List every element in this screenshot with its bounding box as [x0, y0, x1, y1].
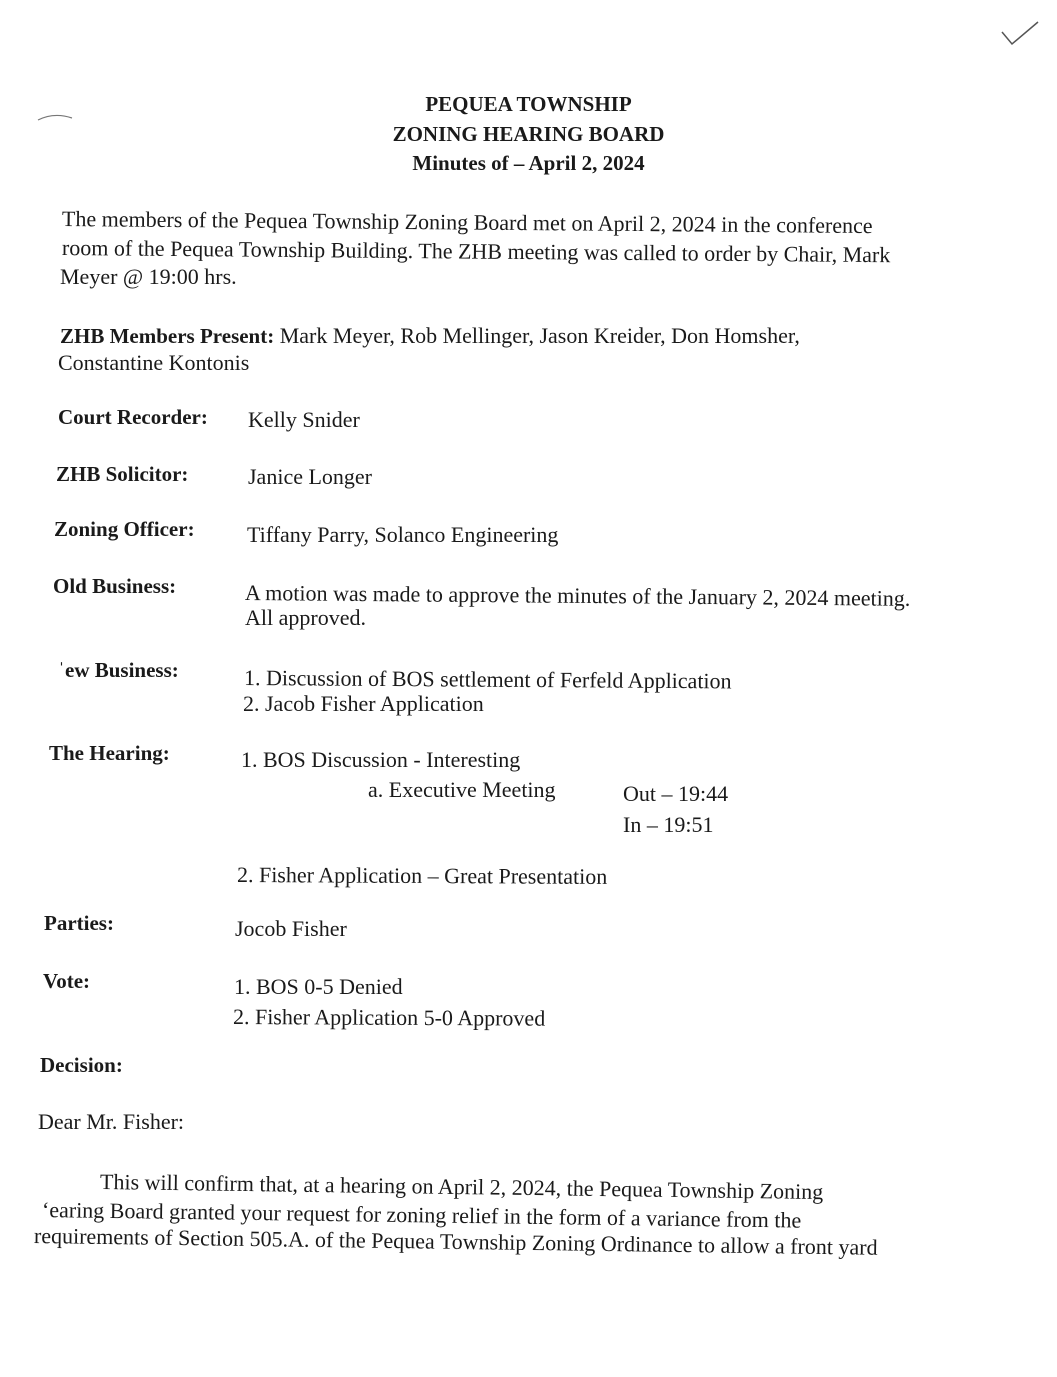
intro-line1: The members of the Pequea Township Zoning Board met on April 2, 2024 in the conference	[61, 206, 873, 239]
intro-line2: room of the Pequea Township Building. The ZHB meeting was called to order by Chair, Mark	[61, 235, 891, 268]
letter-line2: ʻearing Board granted your request for zoning relief in the form of a variance from the	[41, 1197, 802, 1233]
hearing-out-time: Out – 19:44	[623, 781, 729, 806]
checkmark-icon	[1000, 18, 1040, 48]
vote-label: Vote:	[43, 969, 91, 993]
hearing-sub-a: a. Executive Meeting	[368, 777, 556, 802]
old-business-label: Old Business:	[53, 574, 177, 598]
solicitor-label: ZHB Solicitor:	[56, 462, 189, 486]
hearing-item1: 1. BOS Discussion - Interesting	[241, 747, 521, 772]
parties-value: Jocob Fisher	[235, 916, 347, 941]
page-title-line3: Minutes of – April 2, 2024	[412, 151, 645, 175]
zoning-officer-label: Zoning Officer:	[54, 517, 195, 541]
old-business-line1: A motion was made to approve the minutes of the January 2, 2024 meeting.	[244, 580, 911, 611]
hearing-item2: 2. Fisher Application – Great Presentation	[236, 862, 608, 889]
zoning-officer-value: Tiffany Parry, Solanco Engineering	[247, 522, 559, 547]
hearing-in-time: In – 19:51	[623, 812, 714, 837]
letter-line3: requirements of Section 505.A. of the Pequea Township Zoning Ordinance to allow a front yard	[33, 1223, 878, 1260]
new-business-item1: 1. Discussion of BOS settlement of Ferfeld Application	[243, 665, 732, 694]
court-recorder-value: Kelly Snider	[248, 407, 360, 432]
vote-item1: 1. BOS 0-5 Denied	[234, 974, 403, 999]
page-title-line1: PEQUEA TOWNSHIP	[425, 92, 632, 116]
old-business-line2: All approved.	[245, 605, 366, 630]
hearing-label: The Hearing:	[49, 741, 170, 765]
court-recorder-label: Court Recorder:	[58, 405, 208, 429]
new-business-label: ˈew Business:	[58, 658, 179, 682]
new-business-item2: 2. Jacob Fisher Application	[243, 691, 484, 716]
members-names-line2: Constantine Kontonis	[58, 350, 250, 375]
letter-salutation: Dear Mr. Fisher:	[38, 1109, 185, 1134]
letter-line1: This will confirm that, at a hearing on April 2, 2024, the Pequea Township Zoning	[99, 1169, 824, 1205]
decision-label: Decision:	[40, 1053, 123, 1077]
intro-line3: Meyer @ 19:00 hrs.	[60, 264, 237, 289]
solicitor-value: Janice Longer	[248, 464, 372, 489]
vote-item2: 2. Fisher Application 5-0 Approved	[232, 1004, 546, 1031]
members-names-line1: Mark Meyer, Rob Mellinger, Jason Kreider, Don Homsher,	[274, 323, 800, 348]
parties-label: Parties:	[44, 911, 114, 935]
members-present	[60, 322, 800, 350]
page-title-line2: ZONING HEARING BOARD	[392, 122, 665, 146]
members-label: ZHB Members Present:	[60, 324, 275, 348]
